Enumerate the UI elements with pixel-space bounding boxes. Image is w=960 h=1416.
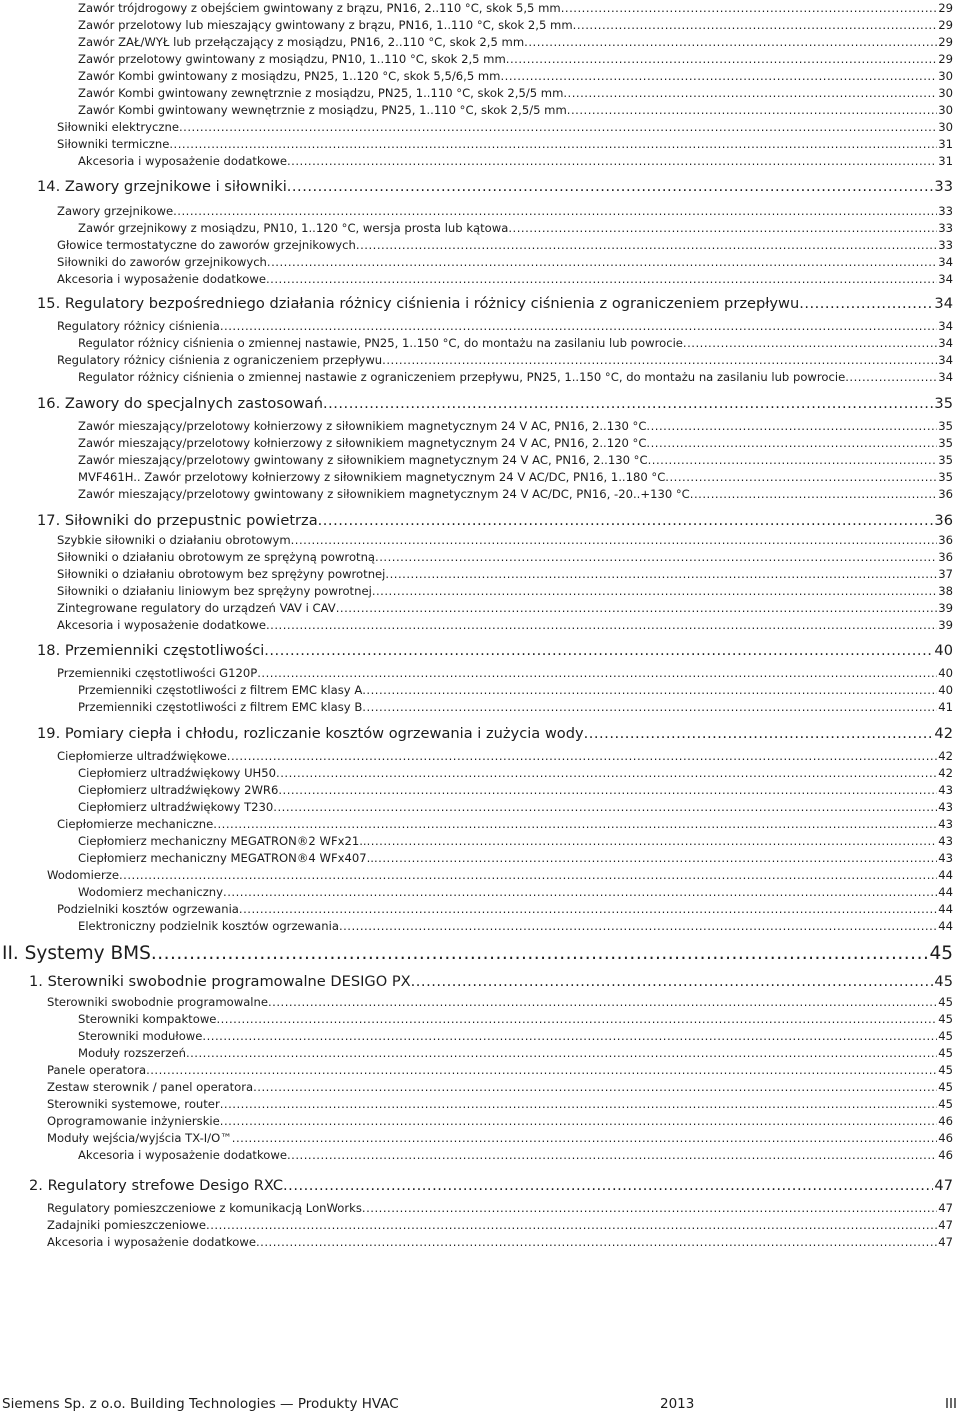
toc-entry[interactable] [47, 1113, 953, 1130]
toc-dot-leader [323, 394, 933, 414]
toc-entry-title: Zawór mieszający/przelotowy kołnierzowy z siłownikiem magnetycznym 24 V AC, PN16, 2..130 °C [78, 419, 647, 433]
toc-section-heading[interactable] [37, 641, 953, 661]
toc-entry-title: Sterowniki modułowe [78, 1029, 203, 1043]
toc-entry-title: 15. Regulatory bezpośredniego działania różnicy ciśnienia i różnicy ciśnienia z ograniczeniem przepływu [37, 295, 800, 312]
toc-entry[interactable] [57, 254, 953, 271]
toc-dot-leader [318, 511, 934, 531]
toc-dot-leader [220, 1113, 937, 1130]
toc-entry[interactable] [78, 682, 953, 699]
toc-dot-leader [567, 102, 937, 119]
toc-page-number: 36 [938, 550, 953, 564]
toc-entry[interactable] [78, 486, 953, 503]
toc-dot-leader [283, 1176, 933, 1196]
toc-page-number: 47 [938, 1201, 953, 1215]
toc-dot-leader [339, 918, 937, 935]
toc-page-number: 47 [938, 1235, 953, 1249]
toc-page-number: 43 [938, 800, 953, 814]
toc-page-number: 44 [938, 868, 953, 882]
page-footer [0, 1396, 960, 1416]
toc-entry[interactable] [78, 369, 953, 386]
toc-entry[interactable] [78, 699, 953, 716]
toc-dot-leader [372, 583, 937, 600]
toc-entry-title: 19. Pomiary ciepła i chłodu, rozliczanie kosztów ogrzewania i zużycia wody [37, 725, 584, 742]
toc-page-number: 37 [938, 567, 953, 581]
toc-dot-leader [500, 68, 937, 85]
toc-entry-title: Ciepłomierz ultradźwiękowy T230 [78, 800, 274, 814]
toc-dot-leader [146, 1062, 937, 1079]
toc-entry-title: Ciepłomierz ultradźwiękowy UH50 [78, 766, 277, 780]
toc-page-number: 35 [938, 419, 953, 433]
toc-page-number: 43 [938, 817, 953, 831]
toc-dot-leader [799, 294, 933, 314]
toc-entry[interactable] [57, 136, 953, 153]
toc-dot-leader [291, 532, 938, 549]
toc-dot-leader [186, 1045, 937, 1062]
toc-entry-title: Elektroniczny podzielnik kosztów ogrzewania [78, 919, 339, 933]
toc-page-number: 34 [938, 336, 953, 350]
toc-page-number: 44 [938, 902, 953, 916]
toc-entry-title: Sterowniki systemowe, router [47, 1097, 220, 1111]
toc-entry-title: Zawór trójdrogowy z obejściem gwintowany z brązu, PN16, 2..110 °C, skok 5,5 mm [78, 1, 561, 15]
toc-page-number: 35 [938, 470, 953, 484]
toc-page-number: 44 [938, 919, 953, 933]
toc-dot-leader [266, 617, 937, 634]
toc-entry-title: Sterowniki kompaktowe [78, 1012, 217, 1026]
toc-entry-title: Regulator różnicy ciśnienia o zmiennej nastawie z ograniczeniem przepływu, PN25, 1..150 °C, do montażu na zasilaniu lub powrocie [78, 370, 846, 384]
toc-page-number: 45 [938, 1012, 953, 1026]
toc-dot-leader [223, 884, 937, 901]
toc-entry-title: Zintegrowane regulatory do urządzeń VAV i CAV [57, 601, 336, 615]
toc-entry-title: Regulatory pomieszczeniowe z komunikacją LonWorks [47, 1201, 362, 1215]
toc-entry-title: Siłowniki o działaniu liniowym bez sprężyny powrotnej [57, 584, 372, 598]
toc-entry[interactable] [47, 1200, 953, 1217]
toc-page-number: 40 [938, 683, 953, 697]
toc-entry[interactable] [78, 153, 953, 170]
toc-entry-title: 1. Sterowniki swobodnie programowalne DESIGO PX [29, 973, 411, 990]
toc-page-number: 34 [934, 295, 953, 312]
toc-entry-title: Ciepłomierz ultradźwiękowy 2WR6 [78, 783, 279, 797]
toc-entry-title: Siłowniki o działaniu obrotowym bez sprężyny powrotnej [57, 567, 386, 581]
toc-entry-title: Podzielniki kosztów ogrzewania [57, 902, 239, 916]
toc-page-number: 33 [934, 178, 953, 195]
toc-page-number: 34 [938, 353, 953, 367]
toc-dot-leader [356, 237, 937, 254]
toc-entry-title: Szybkie siłowniki o działaniu obrotowym [57, 533, 291, 547]
toc-page-number: 34 [938, 319, 953, 333]
toc-page-number: 45 [929, 943, 953, 964]
toc-dot-leader [276, 765, 937, 782]
toc-page-number: 29 [938, 52, 953, 66]
toc-entry-title: Zawór grzejnikowy z mosiądzu, PN10, 1..120 °C, wersja prosta lub kątowa [78, 221, 509, 235]
toc-entry-title: Regulator różnicy ciśnienia o zmiennej nastawie, PN25, 1..150 °C, do montażu na zasilaniu lub powrocie [78, 336, 683, 350]
toc-entry[interactable] [78, 799, 953, 816]
toc-entry-title: Moduły rozszerzeń [78, 1046, 186, 1060]
toc-entry-title: 2. Regulatory strefowe Desigo RXC [29, 1177, 284, 1194]
toc-entry[interactable] [57, 271, 953, 288]
toc-dot-leader [179, 119, 937, 136]
toc-entry[interactable] [78, 782, 953, 799]
toc-entry[interactable] [78, 469, 953, 486]
toc-page-number: 30 [938, 103, 953, 117]
toc-dot-leader [367, 833, 938, 850]
toc-entry-title: Akcesoria i wyposażenie dodatkowe [78, 154, 287, 168]
toc-page-number: 41 [938, 700, 953, 714]
toc-entry[interactable] [78, 0, 953, 17]
toc-page-number: 46 [938, 1148, 953, 1162]
toc-page-number: 42 [934, 725, 953, 742]
toc-dot-leader [239, 901, 937, 918]
toc-dot-leader [206, 1217, 937, 1234]
toc-dot-leader [573, 17, 938, 34]
toc-dot-leader [202, 1028, 937, 1045]
toc-dot-leader [665, 469, 937, 486]
toc-entry[interactable] [78, 1045, 953, 1062]
toc-dot-leader [336, 600, 938, 617]
toc-entry-title: 18. Przemienniki częstotliwości [37, 642, 265, 659]
toc-page-number: 31 [938, 154, 953, 168]
toc-page-number: 30 [938, 86, 953, 100]
toc-page-number: 45 [938, 1029, 953, 1043]
toc-entry[interactable] [47, 994, 953, 1011]
toc-entry-title: Akcesoria i wyposażenie dodatkowe [57, 618, 266, 632]
toc-page-number: 42 [938, 766, 953, 780]
toc-dot-leader [151, 942, 929, 966]
toc-dot-leader [411, 972, 934, 992]
toc-dot-leader [264, 641, 933, 661]
toc-dot-leader [646, 435, 937, 452]
toc-dot-leader [362, 1200, 937, 1217]
toc-dot-leader [169, 136, 937, 153]
toc-entry-title: Siłowniki do zaworów grzejnikowych [57, 255, 267, 269]
toc-entry[interactable] [47, 1062, 953, 1079]
toc-entry[interactable] [47, 1130, 953, 1147]
toc-dot-leader [584, 724, 934, 744]
toc-entry-title: MVF461H.. Zawór przelotowy kołnierzowy z siłownikiem magnetycznym 24 V AC/DC, PN16, 1..180 °C [78, 470, 666, 484]
toc-entry[interactable] [78, 1147, 953, 1164]
toc-dot-leader [845, 369, 937, 386]
toc-entry[interactable] [78, 51, 953, 68]
toc-page-number: 45 [938, 1097, 953, 1111]
toc-entry-title: Zawory grzejnikowe [57, 204, 174, 218]
toc-page-number: 36 [934, 512, 953, 529]
toc-page-number: 46 [938, 1131, 953, 1145]
toc-dot-leader [382, 352, 937, 369]
toc-entry-title: Akcesoria i wyposażenie dodatkowe [57, 272, 266, 286]
toc-entry-title: Wodomierz mechaniczny [78, 885, 224, 899]
toc-entry[interactable] [78, 833, 953, 850]
toc-entry-title: Przemienniki częstotliwości G120P [57, 666, 258, 680]
toc-dot-leader [267, 254, 937, 271]
toc-page-number: 43 [938, 851, 953, 865]
toc-dot-leader [683, 335, 937, 352]
toc-page-number: 39 [938, 601, 953, 615]
toc-entry[interactable] [57, 318, 953, 335]
toc-dot-leader [646, 418, 937, 435]
toc-dot-leader [374, 850, 937, 867]
toc-dot-leader [362, 682, 937, 699]
toc-entry[interactable] [78, 850, 953, 867]
toc-page-number: 36 [938, 487, 953, 501]
toc-page-number: 45 [938, 1080, 953, 1094]
toc-dot-leader [220, 318, 937, 335]
toc-entry-title: Akcesoria i wyposażenie dodatkowe [47, 1235, 256, 1249]
toc-page-number: 33 [938, 238, 953, 252]
toc-entry[interactable] [57, 665, 953, 682]
toc-entry[interactable] [57, 352, 953, 369]
toc-dot-leader [287, 1147, 937, 1164]
toc-entry-title: 17. Siłowniki do przepustnic powietrza [37, 512, 318, 529]
toc-page-number: 43 [938, 834, 953, 848]
toc-dot-leader [220, 1096, 938, 1113]
toc-entry[interactable] [78, 884, 953, 901]
toc-entry[interactable] [57, 583, 953, 600]
toc-entry-title: Siłowniki termiczne [57, 137, 170, 151]
toc-page-number: 47 [934, 1177, 953, 1194]
toc-entry[interactable] [57, 748, 953, 765]
toc-entry-title: Głowice termostatyczne do zaworów grzejnikowych [57, 238, 356, 252]
toc-page-number: 30 [938, 69, 953, 83]
toc-entry[interactable] [78, 452, 953, 469]
toc-entry-title: Wodomierze [47, 868, 119, 882]
toc-dot-leader [227, 748, 937, 765]
toc-entry-title: Zawór mieszający/przelotowy gwintowany z siłownikiem magnetycznym 24 V AC/DC, PN16, -20..+130 °C [78, 487, 690, 501]
toc-dot-leader [385, 566, 937, 583]
toc-entry-title: Ciepłomierz mechaniczny MEGATRON®2 WFx21.. [78, 834, 367, 848]
toc-dot-leader [268, 994, 937, 1011]
toc-entry[interactable] [78, 435, 953, 452]
toc-entry-title: Zawór Kombi gwintowany wewnętrznie z mosiądzu, PN25, 1..110 °C, skok 2,5/5 mm [78, 103, 567, 117]
toc-entry[interactable] [57, 566, 953, 583]
toc-section-heading[interactable] [37, 177, 953, 197]
toc-entry-title: Oprogramowanie inżynierskie [47, 1114, 220, 1128]
toc-entry-title: Ciepłomierze mechaniczne [57, 817, 214, 831]
toc-entry-title: Panele operatora [47, 1063, 147, 1077]
toc-entry[interactable] [78, 418, 953, 435]
toc-dot-leader [506, 51, 937, 68]
toc-section-heading[interactable] [29, 972, 953, 992]
toc-entry[interactable] [57, 901, 953, 918]
toc-section-heading[interactable] [37, 511, 953, 531]
toc-entry-title: Przemienniki częstotliwości z filtrem EMC klasy A [78, 683, 363, 697]
toc-page-number: 42 [938, 749, 953, 763]
toc-entry[interactable] [78, 220, 953, 237]
toc-page-number: 34 [938, 255, 953, 269]
toc-page-number: 35 [938, 453, 953, 467]
toc-page-number: 45 [934, 973, 953, 990]
toc-page-number: 46 [938, 1114, 953, 1128]
toc-entry[interactable] [78, 68, 953, 85]
toc-page-number: 36 [938, 533, 953, 547]
toc-entry-title: Siłowniki o działaniu obrotowym ze sprężyną powrotną [57, 550, 376, 564]
toc-page-number: 43 [938, 783, 953, 797]
toc-page-number: 29 [938, 1, 953, 15]
toc-dot-leader [362, 699, 937, 716]
toc-entry[interactable] [57, 617, 953, 634]
toc-entry[interactable] [78, 918, 953, 935]
toc-page-number: 38 [938, 584, 953, 598]
toc-section-heading[interactable] [37, 394, 953, 414]
toc-dot-leader [287, 177, 934, 197]
footer-company: Siemens Sp. z o.o. Building Technologies — Produkty HVAC [2, 1396, 399, 1412]
toc-entry[interactable] [47, 1096, 953, 1113]
toc-entry-title: Zawór przelotowy gwintowany z mosiądzu, PN10, 1..110 °C, skok 2,5 mm [78, 52, 506, 66]
footer-page-number: III [945, 1396, 957, 1412]
toc-entry[interactable] [78, 17, 953, 34]
toc-page-number: 44 [938, 885, 953, 899]
toc-dot-leader [563, 85, 937, 102]
toc-page-number: 45 [938, 1046, 953, 1060]
toc-page-number: 35 [934, 395, 953, 412]
toc-dot-leader [524, 34, 937, 51]
toc-entry-title: Zadajniki pomieszczeniowe [47, 1218, 207, 1232]
toc-entry-title: Regulatory różnicy ciśnienia z ograniczeniem przepływu [57, 353, 383, 367]
toc-entry[interactable] [57, 532, 953, 549]
toc-dot-leader [690, 486, 937, 503]
toc-entry[interactable] [47, 1217, 953, 1234]
toc-dot-leader [561, 0, 938, 17]
toc-page-number: 31 [938, 137, 953, 151]
toc-dot-leader [216, 1011, 937, 1028]
toc-entry[interactable] [57, 237, 953, 254]
toc-dot-leader [273, 799, 937, 816]
toc-page-number: 45 [938, 1063, 953, 1077]
toc-dot-leader [119, 867, 937, 884]
toc-page-number: 35 [938, 436, 953, 450]
toc-page-number: 40 [934, 642, 953, 659]
toc-entry-title: Zawór mieszający/przelotowy kołnierzowy z siłownikiem magnetycznym 24 V AC, PN16, 2..120 °C [78, 436, 647, 450]
toc-entry-title: Ciepłomierz mechaniczny MEGATRON®4 WFx407.. [78, 851, 374, 865]
toc-entry-title: Regulatory różnicy ciśnienia [57, 319, 220, 333]
toc-entry-title: 16. Zawory do specjalnych zastosowań [37, 395, 323, 412]
toc-entry[interactable] [78, 34, 953, 51]
toc-dot-leader [256, 1234, 937, 1251]
toc-page-number: 29 [938, 35, 953, 49]
toc-entry[interactable] [78, 102, 953, 119]
toc-entry-title: Przemienniki częstotliwości z filtrem EMC klasy B [78, 700, 363, 714]
toc-entry-title: II. Systemy BMS [2, 943, 151, 964]
toc-entry-title: Zawór ZAŁ/WYŁ lub przełączający z mosiądzu, PN16, 2..110 °C, skok 2,5 mm [78, 35, 525, 49]
toc-dot-leader [648, 452, 938, 469]
toc-page-number: 39 [938, 618, 953, 632]
toc-entry[interactable] [47, 1234, 953, 1251]
toc-entry-title: Moduły wejścia/wyjścia TX-I/O™ [47, 1131, 232, 1145]
toc-entry-title: Akcesoria i wyposażenie dodatkowe [78, 1148, 287, 1162]
toc-entry-title: Ciepłomierze ultradźwiękowe [57, 749, 227, 763]
toc-entry[interactable] [78, 1011, 953, 1028]
toc-page-number: 29 [938, 18, 953, 32]
toc-dot-leader [375, 549, 937, 566]
toc-entry[interactable] [78, 765, 953, 782]
toc-entry-title: Zestaw sterownik / panel operatora [47, 1080, 254, 1094]
toc-entry-title: Siłowniki elektryczne [57, 120, 179, 134]
toc-entry-title: 14. Zawory grzejnikowe i siłowniki [37, 178, 287, 195]
toc-page-number: 40 [938, 666, 953, 680]
toc-page-number: 47 [938, 1218, 953, 1232]
toc-entry[interactable] [57, 119, 953, 136]
toc-entry-title: Zawór przelotowy lub mieszający gwintowany z brązu, PN16, 1..110 °C, skok 2,5 mm [78, 18, 573, 32]
toc-entry[interactable] [47, 867, 953, 884]
toc-page-number: 34 [938, 370, 953, 384]
toc-dot-leader [173, 203, 937, 220]
toc-entry-title: Zawór Kombi gwintowany zewnętrznie z mosiądzu, PN25, 1..110 °C, skok 2,5/5 mm [78, 86, 564, 100]
toc-page-number: 33 [938, 204, 953, 218]
toc-dot-leader [253, 1079, 937, 1096]
toc-entry-title: Zawór mieszający/przelotowy gwintowany z siłownikiem magnetycznym 24 V AC, PN16, 2..130 °C [78, 453, 648, 467]
toc-dot-leader [287, 153, 937, 170]
toc-page-number: 33 [938, 221, 953, 235]
toc-entry[interactable] [57, 549, 953, 566]
toc-entry[interactable] [78, 335, 953, 352]
toc-entry-title: Zawór Kombi gwintowany z mosiądzu, PN25, 1..120 °C, skok 5,5/6,5 mm [78, 69, 501, 83]
toc-page-number: 45 [938, 995, 953, 1009]
toc-dot-leader [213, 816, 937, 833]
toc-section-heading[interactable] [37, 294, 953, 314]
toc-page-number: 34 [938, 272, 953, 286]
toc-section-heading[interactable] [29, 1176, 953, 1196]
toc-section-heading[interactable] [37, 724, 953, 744]
toc-entry[interactable] [78, 1028, 953, 1045]
toc-dot-leader [232, 1130, 937, 1147]
toc-entry-title: Sterowniki swobodnie programowalne [47, 995, 268, 1009]
footer-year: 2013 [660, 1396, 695, 1412]
toc-entry[interactable] [57, 816, 953, 833]
toc-page-number: 30 [938, 120, 953, 134]
toc-dot-leader [266, 271, 937, 288]
toc-dot-leader [257, 665, 937, 682]
toc-dot-leader [508, 220, 937, 237]
toc-entry[interactable] [47, 1079, 953, 1096]
toc-entry[interactable] [78, 85, 953, 102]
toc-entry[interactable] [57, 600, 953, 617]
toc-part-heading[interactable] [2, 942, 953, 966]
toc-entry[interactable] [57, 203, 953, 220]
toc-dot-leader [278, 782, 937, 799]
